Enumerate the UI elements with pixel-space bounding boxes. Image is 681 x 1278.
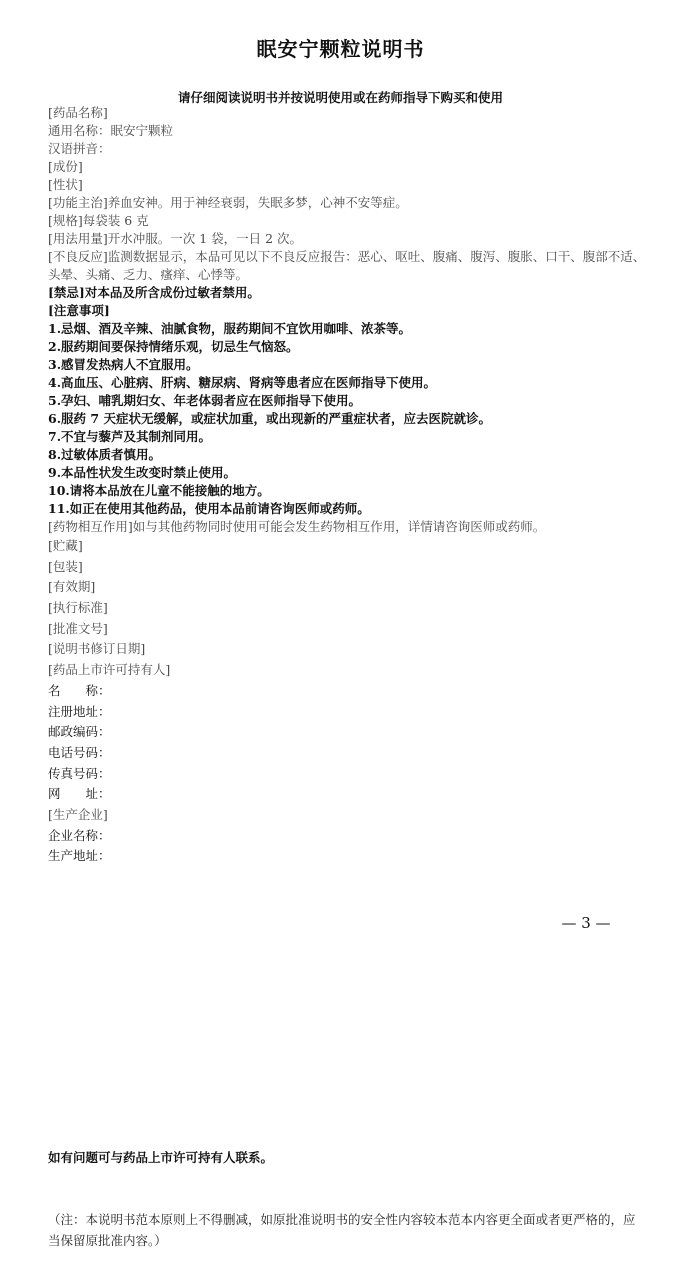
section-line: 10.请将本品放在儿童不能接触的地方。 bbox=[48, 483, 270, 498]
section-line: [注意事项] bbox=[48, 303, 110, 318]
section-line: [药品上市许可持有人] bbox=[48, 662, 171, 678]
section-line: [不良反应]监测数据显示，本品可见以下不良反应报告：恶心、呕吐、腹痛、腹泻、腹胀、口干、腹部不适、头晕、头痛、乏力、瘙痒、心悸等。 bbox=[48, 249, 646, 282]
section-line: 名 称： bbox=[48, 682, 111, 698]
section-line: [批准文号] bbox=[48, 620, 108, 636]
section-line: [用法用量]开水冲服。一次 1 袋，一日 2 次。 bbox=[48, 231, 303, 246]
section-line: [性状] bbox=[48, 177, 83, 192]
section-line: [药品名称] bbox=[48, 105, 108, 120]
section-line: [包装] bbox=[48, 558, 83, 574]
leaflet-body bbox=[48, 104, 648, 867]
section-line: 1.忌烟、酒及辛辣、油腻食物，服药期间不宜饮用咖啡、浓茶等。 bbox=[48, 321, 412, 336]
section-line: 企业名称： bbox=[48, 827, 111, 843]
section-line: 8.过敏体质者慎用。 bbox=[48, 447, 162, 462]
section-line: 汉语拼音： bbox=[48, 141, 111, 156]
section-line: 生产地址： bbox=[48, 848, 111, 864]
document-title: 眠安宁颗粒说明书 bbox=[256, 37, 425, 61]
section-line: [药物相互作用]如与其他药物同时使用可能会发生药物相互作用，详情请咨询医师或药师。 bbox=[48, 519, 546, 534]
section-line: [说明书修订日期] bbox=[48, 641, 146, 657]
section-line: [贮藏] bbox=[48, 538, 83, 553]
section-line: 4.高血压、心脏病、肝病、糖尿病、肾病等患者应在医师指导下使用。 bbox=[48, 375, 437, 390]
section-line: [禁忌]对本品及所含成份过敏者禁用。 bbox=[48, 285, 260, 300]
page-number: — 3 — bbox=[561, 914, 611, 932]
section-line: 3.感冒发热病人不宜服用。 bbox=[48, 357, 199, 372]
section-line: 邮政编码： bbox=[48, 724, 111, 740]
section-line: [有效期] bbox=[48, 579, 96, 595]
section-line: [功能主治]养血安神。用于神经衰弱，失眠多梦，心神不安等症。 bbox=[48, 195, 408, 210]
template-footnote: （注：本说明书范本原则上不得删减，如原批准说明书的安全性内容较本范本内容更全面或者更严格的，应当保留原批准内容。） bbox=[48, 1212, 636, 1248]
contact-note: 如有问题可与药品上市许可持有人联系。 bbox=[48, 1150, 274, 1165]
section-line: [规格]每袋装 6 克 bbox=[48, 213, 149, 228]
section-line: 2.服药期间要保持情绪乐观，切忌生气恼怒。 bbox=[48, 339, 299, 354]
section-line: 7.不宜与藜芦及其制剂同用。 bbox=[48, 429, 212, 444]
section-line: 网 址： bbox=[48, 786, 111, 802]
reading-instruction: 请仔细阅读说明书并按说明使用或在药师指导下购买和使用 bbox=[177, 90, 503, 105]
section-line: 6.服药 7 天症状无缓解，或症状加重，或出现新的严重症状者，应去医院就诊。 bbox=[48, 411, 491, 426]
section-line: 5.孕妇、哺乳期妇女、年老体弱者应在医师指导下使用。 bbox=[48, 393, 362, 408]
section-line: 通用名称：眠安宁颗粒 bbox=[48, 123, 174, 138]
section-line: 9.本品性状发生改变时禁止使用。 bbox=[48, 465, 237, 480]
section-line: [生产企业] bbox=[48, 806, 108, 822]
section-line: [成份] bbox=[48, 159, 83, 174]
section-line: 注册地址： bbox=[48, 703, 111, 719]
section-line: 传真号码： bbox=[48, 765, 111, 781]
section-line: 电话号码： bbox=[48, 744, 111, 760]
section-line: [执行标准] bbox=[48, 600, 108, 616]
section-line: 11.如正在使用其他药品，使用本品前请咨询医师或药师。 bbox=[48, 501, 370, 516]
